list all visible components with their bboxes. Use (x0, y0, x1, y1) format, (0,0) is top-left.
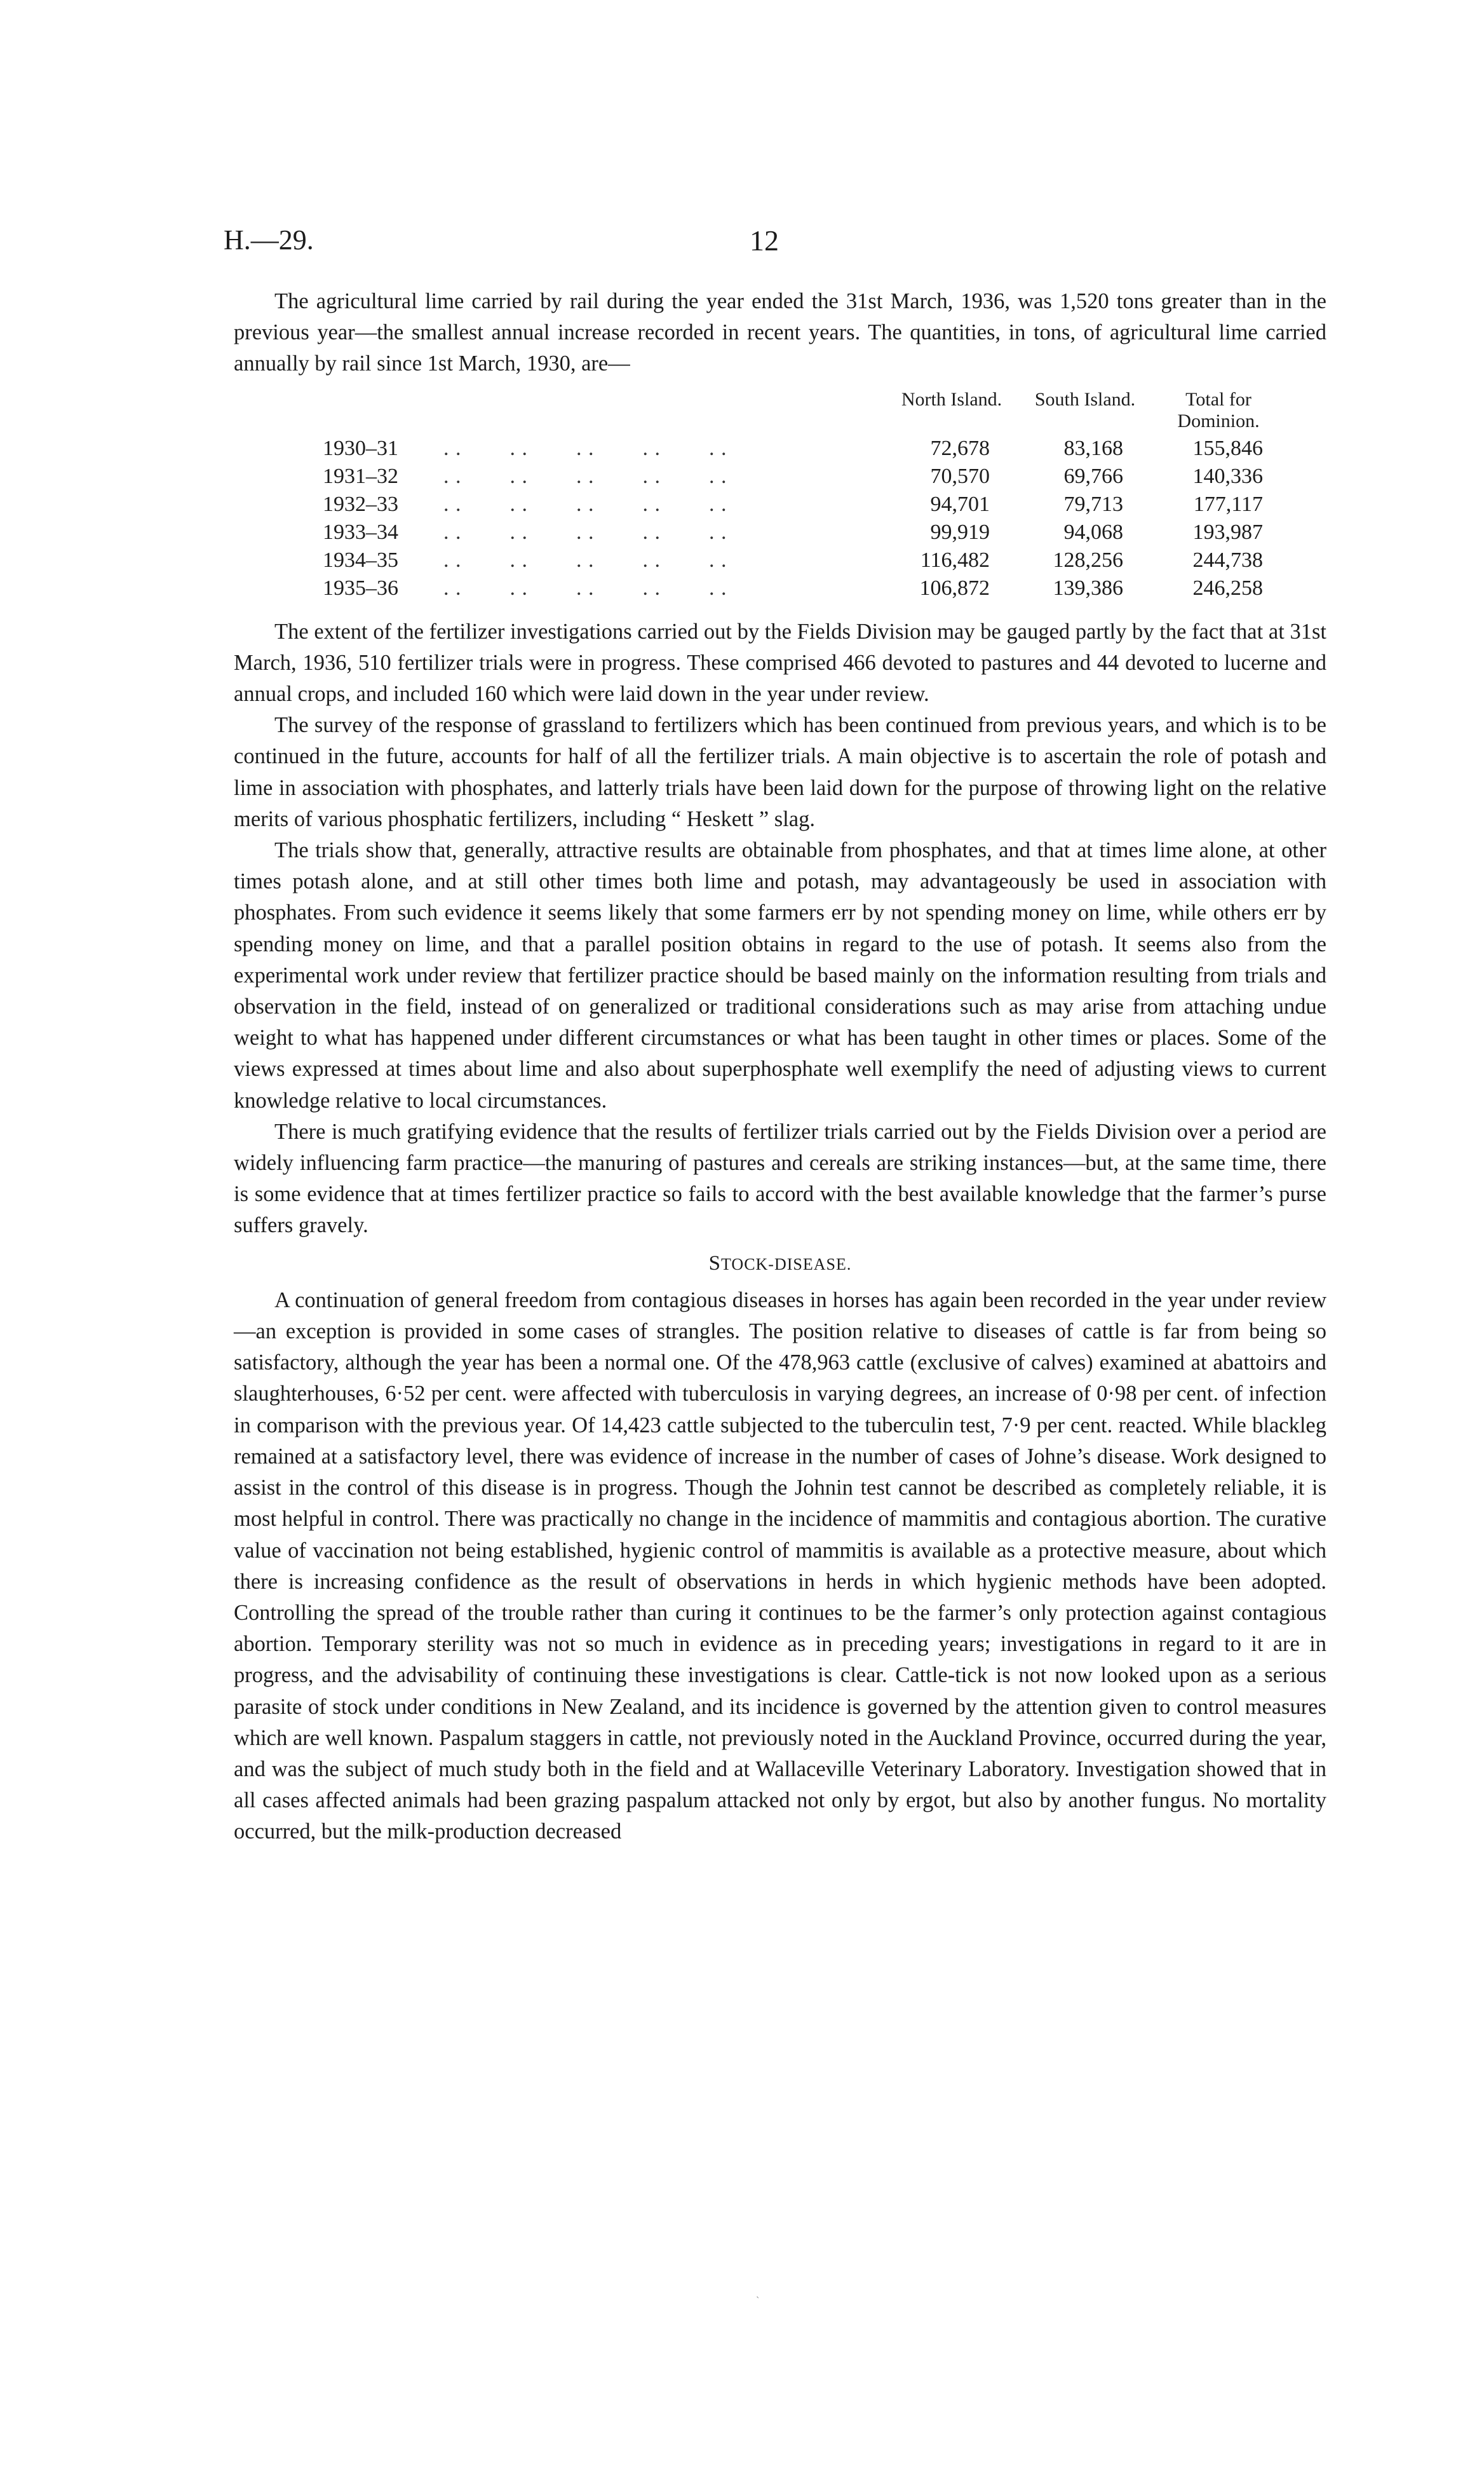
leader-dots: . . . . . . . . . . (443, 576, 727, 600)
lime-table-header (234, 389, 1326, 435)
cell-north: 116,482 (920, 548, 990, 572)
scan-mark: ˋ (756, 2295, 760, 2306)
cell-north: 94,701 (930, 492, 990, 516)
leader-dots: . . . . . . . . . . (443, 520, 727, 544)
heading-initial: S (708, 1251, 721, 1275)
table-row (234, 463, 1326, 491)
cell-south: 139,386 (1053, 576, 1123, 600)
cell-total: 244,738 (1192, 548, 1263, 572)
column-header-north: North Island. (901, 388, 1002, 410)
cell-total: 140,336 (1192, 464, 1263, 488)
row-year: 1935–36 (323, 576, 398, 600)
lime-table (234, 389, 1326, 602)
row-year: 1933–34 (323, 520, 398, 544)
cell-north: 99,919 (930, 520, 990, 544)
cell-total: 193,987 (1192, 520, 1263, 544)
table-row (234, 574, 1326, 602)
table-row (234, 435, 1326, 463)
cell-south: 128,256 (1053, 548, 1123, 572)
table-row (234, 491, 1326, 519)
table-row (234, 547, 1326, 574)
row-year: 1932–33 (323, 492, 398, 516)
paragraph-trials-results: The trials show that, generally, attractive results are obtainable from phosphates, and that at times lime alone, at other times potash alone, and at still other times both lime and potash, may advantageously be used in association with phosphates. From such evidence it seems likely that some farmers err by not spending money on lime, while others err by spending money on lime, and that a parallel position obtains in regard to the use of potash. It seems also from the experimental work under review that fertilizer practice should be based mainly on the information resulting from trials and observation in the field, instead of on generalized or traditional considerations such as may arise from attaching undue weight to what has happened under different circumstances or what has been taught in other times or places. Some of the views expressed at times about lime and also about superphosphate well exemplify the need of adjusting views to current knowledge relative to local circumstances. (234, 838, 1326, 1113)
page-number: 12 (750, 224, 779, 257)
section-heading-stock-disease (234, 1248, 1326, 1280)
cell-north: 106,872 (919, 576, 990, 600)
paragraph-stock-disease: A continuation of general freedom from contagious diseases in horses has again been recorded in the year under review—an exception is provided in some cases of strangles. The position relative to diseases of cattle is far from being so satisfactory, although the year has been a normal one. Of the 478,963 cattle (exclusive of calves) examined at abattoirs and slaughterhouses, 6·52 per cent. were affected with tuberculosis in varying degrees, an increase of 0·98 per cent. of infection in comparison with the previous year. Of 14,423 cattle subjected to the tuberculin test, 7·9 per cent. reacted. While blackleg remained at a satisfactory level, there was evidence of increase in the number of cases of Johne’s disease. Work designed to assist in the control of this disease is in progress. Though the Johnin test cannot be described as completely reliable, it is most helpful in control. There was practically no change in the incidence of mammitis and contagious abortion. The curative value of vaccination not being established, hygienic control of mammitis is available as a protective measure, about which there is increasing confidence as the result of observations in herds in which hygienic methods have been adopted. Controlling the spread of the trouble rather than curing it continues to be the farmer’s only protection against contagious abortion. Temporary sterility was not so much in evidence as in preceding years; investigations in regard to it are in progress, and the advisability of continuing these investigations is clear. Cattle-tick is not now looked upon as a serious parasite of stock under conditions in New Zealand, and its incidence is governed by the attention given to control measures which are well known. Paspalum staggers in cattle, not previously noted in the Auckland Province, occurred during the year, and was the subject of much study both in the field and at Wallaceville Veterinary Laboratory. Investigation showed that in all cases affected animals had been grazing paspalum attacked not only by ergot, but also by another fungus. No mortality occurred, but the milk-production decreased (234, 1287, 1326, 1844)
leader-dots: . . . . . . . . . . (443, 492, 727, 516)
leader-dots: . . . . . . . . . . (443, 436, 727, 460)
table-row (234, 519, 1326, 547)
body-text (234, 286, 1326, 1848)
paragraph-lime-intro: The agricultural lime carried by rail during the year ended the 31st March, 1936, was 1,520 tons greater than in the previous year—the smallest annual increase recorded in recent years. The quantities, in tons, of agricultural lime carried annually by rail since 1st March, 1930, are— (234, 289, 1326, 376)
column-header-total: Total for Dominion. (1177, 388, 1260, 431)
row-year: 1931–32 (323, 464, 398, 488)
leader-dots: . . . . . . . . . . (443, 548, 727, 572)
paragraph-farm-practice: There is much gratifying evidence that the results of fertilizer trials carried out by the Fields Division over a period are widely influencing farm practice—the manuring of pastures and cereals are striking instances—but, at the same time, there is some evidence that at times fertilizer practice so fails to accord with the best available knowledge that the farmer’s purse suffers gravely. (234, 1119, 1326, 1238)
cell-total: 177,117 (1193, 492, 1263, 516)
cell-south: 83,168 (1063, 436, 1123, 460)
paragraph-fertilizer-extent: The extent of the fertilizer investigations carried out by the Fields Division may be gauged partly by the fact that at 31st March, 1936, 510 fertilizer trials were in progress. These comprised 466 devoted to pastures and 44 devoted to lucerne and annual crops, and included 160 which were laid down in the year under review. (234, 619, 1326, 707)
cell-south: 79,713 (1063, 492, 1123, 516)
row-year: 1930–31 (323, 436, 398, 460)
leader-dots: . . . . . . . . . . (443, 464, 727, 488)
cell-north: 70,570 (930, 464, 990, 488)
cell-south: 94,068 (1063, 520, 1123, 544)
column-header-south: South Island. (1034, 388, 1136, 410)
cell-north: 72,678 (930, 436, 990, 460)
cell-south: 69,766 (1063, 464, 1123, 488)
paragraph-grassland-survey: The survey of the response of grassland to fertilizers which has been continued from previous years, and which is to be continued in the future, accounts for half of all the fertilizer trials. A main objective is to ascertain the role of potash and lime in association with phosphates, and latterly trials have been laid down for the purpose of throwing light on the relative merits of various phosphatic fertilizers, including “ Heskett ” slag. (234, 713, 1326, 831)
cell-total: 155,846 (1192, 436, 1263, 460)
document-reference: H.—29. (224, 224, 314, 255)
heading-rest: TOCK-DISEASE. (721, 1254, 852, 1273)
cell-total: 246,258 (1192, 576, 1263, 600)
row-year: 1934–35 (323, 548, 398, 572)
